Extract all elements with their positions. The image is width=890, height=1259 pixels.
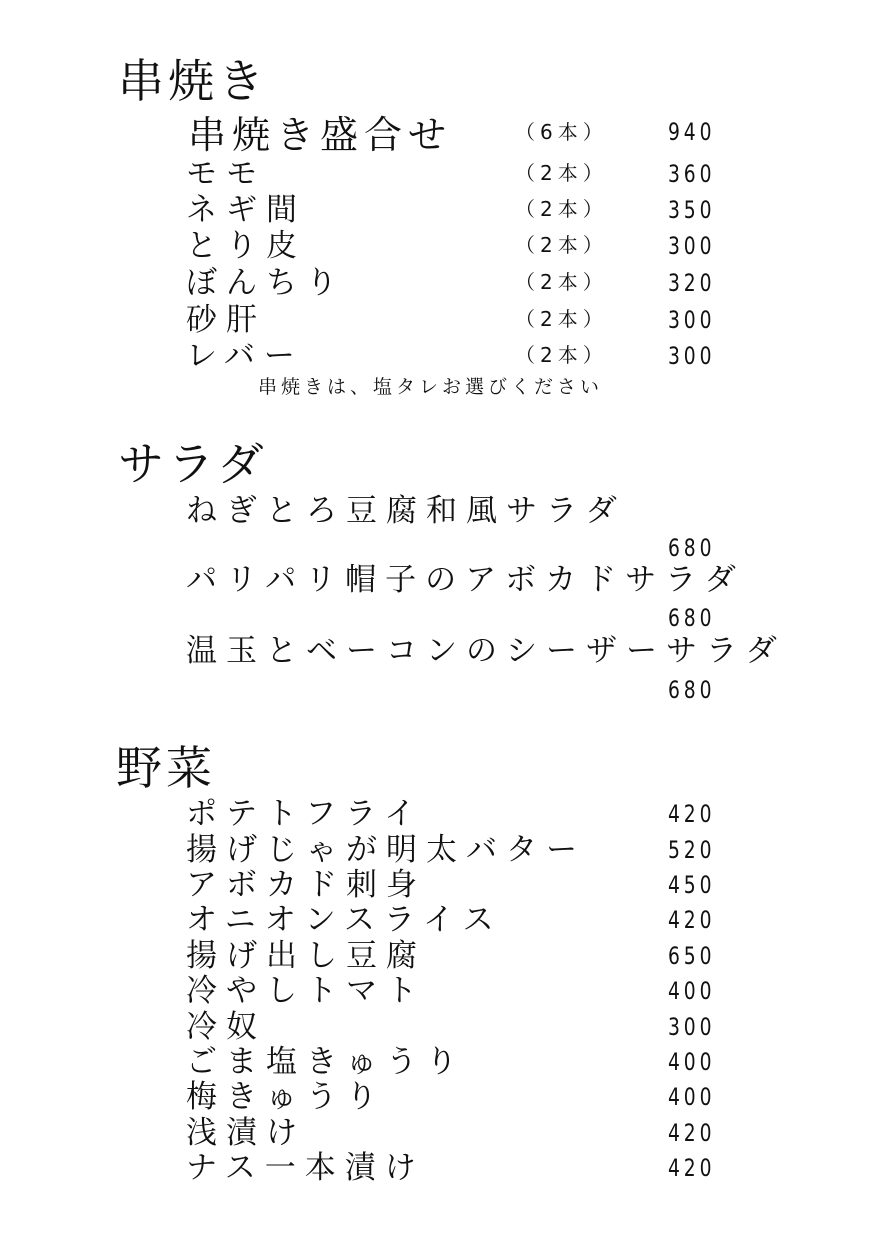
menu-item-qty: （2本） <box>515 197 608 221</box>
menu-item-name: ナス一本漬け <box>186 1150 425 1186</box>
section-title-yasai: 野菜 <box>116 741 216 795</box>
menu-item-name: 温玉とベーコンのシーザーサラダ <box>186 633 786 669</box>
menu-item-price: 420 <box>668 1119 716 1147</box>
menu-item-name: 揚げじゃが明太バター <box>186 832 586 868</box>
menu-item-price: 300 <box>668 306 716 334</box>
menu-item-qty: （2本） <box>515 270 608 294</box>
menu-item-price: 680 <box>668 676 716 704</box>
menu-item-name: 梅きゅうり <box>186 1079 386 1115</box>
menu-item-name: 串焼き盛合せ <box>188 113 453 157</box>
menu-item-price: 300 <box>668 342 716 370</box>
menu-item-price: 450 <box>668 871 716 899</box>
menu-item-price: 680 <box>668 604 716 632</box>
menu-item-name: 冷やしトマト <box>186 973 426 1009</box>
menu-item-price: 940 <box>668 118 716 146</box>
menu-item-name: とり皮 <box>186 228 306 264</box>
menu-item-name: ネギ間 <box>186 192 306 228</box>
menu-item-price: 300 <box>668 232 716 260</box>
menu-item-price: 320 <box>668 269 716 297</box>
menu-item-name: ねぎとろ豆腐和風サラダ <box>186 493 626 529</box>
menu-item-price: 680 <box>668 534 716 562</box>
menu-item-name: モモ <box>186 156 266 192</box>
menu-item-qty: （2本） <box>515 161 608 185</box>
menu-item-name: ぼんちり <box>186 265 346 301</box>
menu-item-name: レバー <box>186 338 304 374</box>
section-title-kushiyaki: 串焼き <box>118 54 268 108</box>
menu-item-name: ポテトフライ <box>186 796 425 832</box>
menu-item-name: 冷奴 <box>186 1009 266 1045</box>
menu-item-qty: （2本） <box>515 343 608 367</box>
menu-item-name: アボカド刺身 <box>186 867 426 903</box>
menu-item-price: 400 <box>668 1083 716 1111</box>
menu-item-price: 400 <box>668 977 716 1005</box>
menu-item-price: 400 <box>668 1048 716 1076</box>
menu-item-price: 520 <box>668 836 716 864</box>
menu-item-name: 浅漬け <box>186 1115 306 1151</box>
menu-item-price: 420 <box>668 800 716 828</box>
menu-item-price: 420 <box>668 906 716 934</box>
menu-item-name: ごま塩きゅうり <box>186 1044 466 1080</box>
menu-item-price: 350 <box>668 196 716 224</box>
kushiyaki-note: 串焼きは、塩タレお選びください <box>258 376 604 398</box>
menu-item-qty: （2本） <box>515 307 608 331</box>
menu-item-qty: （2本） <box>515 233 608 257</box>
menu-item-name: 砂肝 <box>186 302 266 338</box>
menu-item-price: 650 <box>668 942 716 970</box>
menu-item-name: オニオンスライス <box>186 902 503 938</box>
menu-item-price: 300 <box>668 1013 716 1041</box>
section-title-salad: サラダ <box>118 437 268 491</box>
menu-item-price: 420 <box>668 1154 716 1182</box>
menu-item-qty: （6本） <box>515 120 608 144</box>
menu-item-price: 360 <box>668 160 716 188</box>
menu-item-name: パリパリ帽子のアボカドサラダ <box>186 562 745 598</box>
menu-item-name: 揚げ出し豆腐 <box>186 938 426 974</box>
